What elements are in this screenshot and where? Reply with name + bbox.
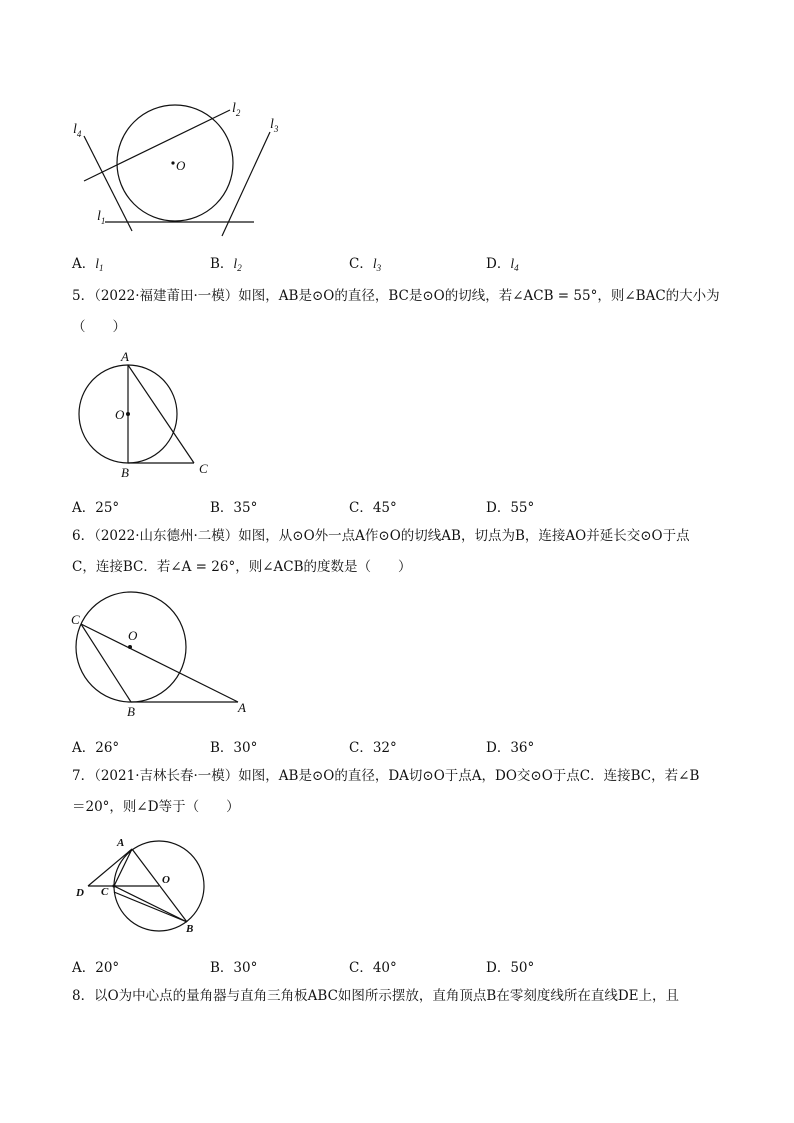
q5-option-c[interactable]: C．45° bbox=[349, 500, 397, 516]
q7-tangent-DA bbox=[88, 849, 132, 886]
q7-segment-BC bbox=[114, 886, 187, 922]
q4-label-l2: $l_2$ bbox=[232, 101, 241, 118]
q6-option-c[interactable]: C．32° bbox=[349, 740, 397, 756]
q7-option-c[interactable]: C．40° bbox=[349, 960, 397, 976]
q5-line-1: 5．（2022·福建莆田·一模）如图，AB是⊙O的直径，BC是⊙O的切线，若∠ACB = 55°，则∠BAC的大小为 bbox=[72, 288, 720, 304]
q6-stem bbox=[72, 521, 732, 583]
q5-option-d[interactable]: D．55° bbox=[486, 500, 535, 516]
q7-stem bbox=[72, 761, 732, 823]
q6-center-dot bbox=[128, 645, 132, 649]
q6-label-A: A bbox=[238, 700, 246, 715]
q6-option-b[interactable]: B．30° bbox=[210, 740, 258, 756]
q4-label-l4: $l_4$ bbox=[73, 122, 82, 139]
q5-segment-AC bbox=[128, 365, 194, 463]
q4-option-c[interactable]: C．$l_3$ bbox=[349, 256, 382, 273]
q4-option-a[interactable]: A．$l_1$ bbox=[72, 256, 104, 273]
q5-line-2: （ ） bbox=[72, 319, 126, 335]
q6-figure bbox=[60, 597, 260, 722]
q4-option-b[interactable]: B．$l_2$ bbox=[210, 256, 242, 273]
q5-options bbox=[72, 496, 732, 516]
q4-label-l1: $l_1$ bbox=[97, 209, 106, 226]
q4-label-l3: $l_3$ bbox=[270, 117, 279, 134]
q7-label-B: B bbox=[186, 923, 194, 935]
q5-label-A: A bbox=[121, 349, 129, 364]
q5-option-a[interactable]: A．25° bbox=[72, 500, 120, 516]
q4-circle bbox=[117, 105, 233, 221]
q6-label-O: O bbox=[128, 628, 138, 643]
q7-line-2: ＝20°，则∠D等于（ ） bbox=[72, 799, 240, 815]
q6-option-d[interactable]: D．36° bbox=[486, 740, 535, 756]
q5-figure bbox=[60, 345, 230, 485]
q6-line-1: 6．（2022·山东德州·二模）如图，从⊙O外一点A作⊙O的切线AB，切点为B，连接AO并延长交⊙O于点 bbox=[72, 528, 690, 544]
q7-label-A: A bbox=[117, 837, 125, 849]
q6-option-a[interactable]: A．26° bbox=[72, 740, 120, 756]
q7-option-d[interactable]: D．50° bbox=[486, 960, 535, 976]
q4-figure bbox=[60, 90, 300, 240]
q6-segment-BC bbox=[81, 624, 131, 702]
q5-label-B: B bbox=[121, 465, 129, 480]
q4-label-O: O bbox=[176, 158, 186, 173]
q7-figure bbox=[60, 832, 220, 942]
q7-option-b[interactable]: B．30° bbox=[210, 960, 258, 976]
q7-options bbox=[72, 956, 732, 976]
q4-center-dot bbox=[171, 161, 174, 164]
q5-label-C: C bbox=[199, 461, 208, 476]
q8-line-1: 8．以O为中心点的量角器与直角三角板ABC如图所示摆放，直角顶点B在零刻度线所在直线DE上，且 bbox=[72, 988, 680, 1004]
q6-options bbox=[72, 736, 732, 756]
q4-line-l2 bbox=[84, 110, 230, 181]
q5-stem bbox=[72, 281, 732, 343]
q7-label-C: C bbox=[101, 886, 109, 898]
q7-option-a[interactable]: A．20° bbox=[72, 960, 120, 976]
q7-segment-AC bbox=[114, 849, 132, 886]
q4-line-l4 bbox=[84, 136, 132, 231]
q7-label-O: O bbox=[162, 874, 170, 886]
q7-line-1: 7．（2021·吉林长春·一模）如图，AB是⊙O的直径，DA切⊙O于点A，DO交⊙O于点C．连接BC，若∠B bbox=[72, 768, 700, 784]
q4-option-d[interactable]: D．$l_4$ bbox=[486, 256, 519, 273]
q7-label-D: D bbox=[76, 887, 84, 899]
q5-option-b[interactable]: B．35° bbox=[210, 500, 258, 516]
q6-secant-CA bbox=[81, 624, 238, 702]
q6-label-B: B bbox=[127, 704, 135, 719]
q8-stem bbox=[72, 981, 732, 1012]
q7-point-C bbox=[112, 884, 115, 887]
q5-label-O: O bbox=[115, 407, 125, 422]
q5-center-dot bbox=[126, 412, 130, 416]
q4-options bbox=[72, 252, 732, 272]
q6-label-C: C bbox=[71, 612, 80, 627]
q6-line-2: C，连接BC．若∠A = 26°，则∠ACB的度数是（ ） bbox=[72, 559, 412, 575]
